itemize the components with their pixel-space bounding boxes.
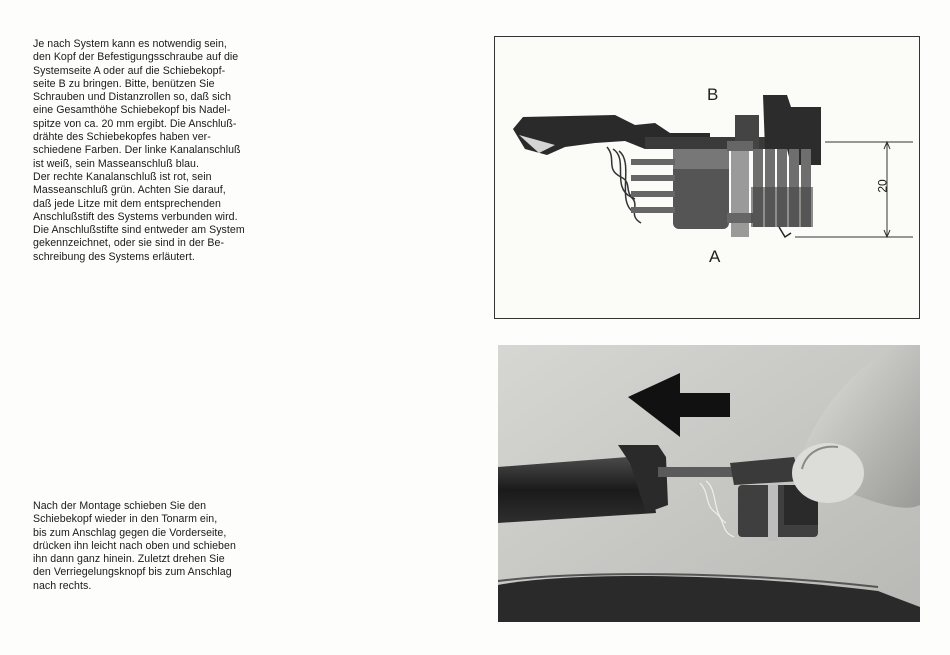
paragraph-1-line: drähte des Schiebekopfes haben ver- <box>33 131 211 144</box>
cartridge-drawing <box>495 37 919 318</box>
paragraph-1-line: spitze von ca. 20 mm ergibt. Die Anschluß- <box>33 117 237 130</box>
instructions-paragraph-2 <box>33 500 236 593</box>
paragraph-2-line: ihn dann ganz hinein. Zuletzt drehen Sie <box>33 553 225 566</box>
paragraph-1-line: Anschlußstift des Systems verbunden wird. <box>33 210 238 223</box>
paragraph-1-line: Systemseite A oder auf die Schiebekopf- <box>33 64 226 77</box>
paragraph-1-line: Je nach System kann es notwendig sein, <box>33 38 227 50</box>
paragraph-2-line: bis zum Anschlag gegen die Vorderseite, <box>33 526 227 539</box>
paragraph-1-line: eine Gesamthöhe Schiebekopf bis Nadel- <box>33 104 231 117</box>
paragraph-1-line: seite B zu bringen. Bitte, benützen Sie <box>33 77 215 90</box>
paragraph-1-line: schreibung des Systems erläutert. <box>33 250 195 263</box>
thumb <box>792 443 864 503</box>
paragraph-2-line: Schiebekopf wieder in den Tonarm ein, <box>33 513 218 526</box>
paragraph-1-line: schiedene Farben. Der linke Kanalanschluß <box>33 144 241 157</box>
label-side-a: A <box>709 247 721 266</box>
paragraph-2-line: den Verriegelungsknopf bis zum Anschlag <box>33 566 232 579</box>
paragraph-1-line: den Kopf der Befestigungsschraube auf die <box>33 51 239 64</box>
dimension-label: 20 <box>875 179 890 193</box>
paragraph-1-line: Masseanschluß grün. Achten Sie darauf, <box>33 184 226 197</box>
mounting-photo <box>498 345 920 622</box>
paragraph-1-line: Schrauben und Distanzrollen so, daß sich <box>33 91 232 104</box>
instructions-paragraph-1 <box>33 38 245 264</box>
label-side-b: B <box>707 85 719 104</box>
paragraph-1-line: ist weiß, sein Masseanschluß blau. <box>33 157 199 170</box>
cartridge-diagram <box>494 36 920 319</box>
paragraph-2-line: drücken ihn leicht nach oben und schieben <box>33 539 236 552</box>
mounting-photo-drawing <box>498 345 920 622</box>
paragraph-1-line: Die Anschlußstifte sind entweder am System <box>33 224 245 237</box>
paragraph-1-line: gekennzeichnet, oder sie sind in der Be- <box>33 237 225 250</box>
paragraph-1-line: daß jede Litze mit dem entsprechenden <box>33 197 221 210</box>
paragraph-2-line: Nach der Montage schieben Sie den <box>33 500 207 512</box>
paragraph-1-line: Der rechte Kanalanschluß ist rot, sein <box>33 170 212 183</box>
paragraph-2-line: nach rechts. <box>33 579 92 592</box>
stylus <box>779 227 791 237</box>
